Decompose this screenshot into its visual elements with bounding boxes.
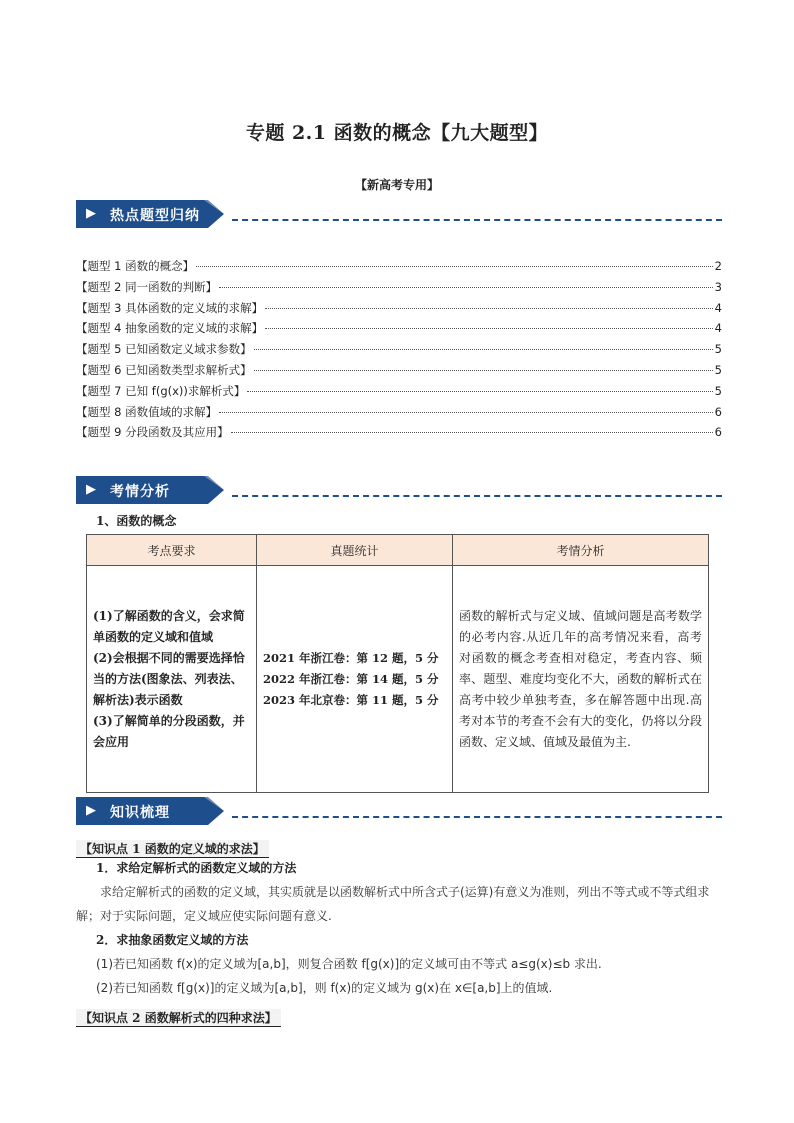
- dashed-divider: [232, 495, 722, 497]
- knowledge-point-label: 【知识点 1 函数的定义域的求法】: [76, 840, 269, 858]
- toc-item[interactable]: [76, 424, 722, 445]
- toc-item[interactable]: [76, 362, 722, 383]
- section-header-knowledge: [76, 797, 722, 825]
- toc-page: 6: [714, 425, 722, 440]
- toc-page: 4: [714, 300, 722, 315]
- table-header: 真题统计: [257, 535, 453, 566]
- toc-label: 【题型 3 具体函数的定义域的求解】: [76, 300, 264, 315]
- toc-label: 【题型 2 同一函数的判断】: [76, 279, 218, 294]
- toc-page: 4: [714, 321, 722, 336]
- play-icon: ▶: [86, 803, 96, 818]
- toc-item[interactable]: [76, 300, 722, 321]
- knowledge-point-2: [76, 1009, 281, 1027]
- toc-page: 5: [714, 383, 722, 398]
- toc-page: 2: [714, 259, 722, 273]
- section-header-hot: [76, 200, 722, 228]
- table-cell-analysis: 函数的解析式与定义域、值域问题是高考数学的必考内容.从近几年的高考情况来看，高考对函数的概念考查相对稳定，考查内容、频率、题型、难度均变化不大，函数的解析式在高考中较少单独考查，多在解答题中出现.高考对本节的考查不会有大的变化，仍将以分段函数、定义域、值域及最值为主.: [453, 566, 709, 793]
- toc-label: 【题型 1 函数的概念】: [76, 259, 195, 273]
- toc-page: 6: [714, 404, 722, 419]
- toc-leader: [265, 308, 713, 309]
- table-cell-statistics: 2021 年浙江卷：第 12 题，5 分 2022 年浙江卷：第 14 题，5 分 2023 年北京卷：第 11 题，5 分: [257, 566, 453, 793]
- section-title: 知识梳理: [110, 805, 170, 821]
- page-title: 专题 2.1 函数的概念【九大题型】: [245, 122, 549, 144]
- toc-item[interactable]: [76, 258, 722, 279]
- analysis-heading: 1、函数的概念: [96, 514, 177, 528]
- toc-page: 5: [714, 362, 722, 377]
- toc-leader: [254, 370, 713, 371]
- toc-page: 3: [714, 279, 722, 294]
- toc-label: 【题型 8 函数值域的求解】: [76, 404, 218, 419]
- section-header-analysis: [76, 476, 722, 504]
- play-icon: ▶: [86, 482, 96, 497]
- toc-leader: [254, 349, 713, 350]
- heading-text: 1．求给定解析式的函数定义域的方法: [96, 861, 297, 875]
- section-title: 考情分析: [110, 484, 170, 500]
- toc-label: 【题型 4 抽象函数的定义域的求解】: [76, 321, 264, 336]
- section-title: 热点题型归纳: [110, 208, 200, 224]
- toc-leader: [219, 287, 713, 288]
- table-of-contents: [76, 258, 722, 445]
- table-cell-requirements: (1)了解函数的含义，会求简单函数的定义域和值域 (2)会根据不同的需要选择恰当的方法(图象法、列表法、解析法)表示函数 (3)了解简单的分段函数，并会应用: [87, 566, 257, 793]
- toc-item[interactable]: [76, 320, 722, 341]
- knowledge-paragraph: (2)若已知函数 f[g(x)]的定义域为[a,b]，则 f(x)的定义域为 g(x)在 x∈[a,b]上的值域.: [96, 981, 553, 995]
- toc-label: 【题型 7 已知 f(g(x))求解析式】: [76, 383, 246, 398]
- knowledge-paragraph: 求给定解析式的函数的定义域，其实质就是以函数解析式中所含式子(运算)有意义为准则，列出不等式或不等式组求解；对于实际问题，定义域应使实际问题有意义.: [76, 885, 710, 923]
- table-header: 考情分析: [453, 535, 709, 566]
- toc-label: 【题型 9 分段函数及其应用】: [76, 425, 229, 440]
- toc-leader: [247, 391, 712, 392]
- knowledge-heading-2: [96, 928, 722, 952]
- toc-leader: [265, 328, 713, 329]
- page-subtitle: 【新高考专用】: [354, 178, 439, 192]
- toc-label: 【题型 5 已知函数定义域求参数】: [76, 342, 252, 357]
- toc-leader: [231, 432, 713, 433]
- toc-item[interactable]: [76, 341, 722, 362]
- toc-leader: [219, 412, 713, 413]
- heading-text: 2．求抽象函数定义域的方法: [96, 933, 249, 947]
- knowledge-heading-1: [96, 856, 722, 880]
- table-header: 考点要求: [87, 535, 257, 566]
- toc-item[interactable]: [76, 279, 722, 300]
- dashed-divider: [232, 219, 722, 221]
- toc-page: 5: [714, 342, 722, 357]
- analysis-table: [86, 534, 709, 793]
- toc-item[interactable]: [76, 383, 722, 404]
- toc-label: 【题型 6 已知函数类型求解析式】: [76, 362, 252, 377]
- toc-item[interactable]: [76, 404, 722, 425]
- play-icon: ▶: [86, 206, 96, 221]
- dashed-divider: [232, 816, 722, 818]
- toc-leader: [196, 266, 713, 267]
- knowledge-point-label: 【知识点 2 函数解析式的四种求法】: [76, 1009, 281, 1027]
- knowledge-paragraph: (1)若已知函数 f(x)的定义域为[a,b]，则复合函数 f[g(x)]的定义域可由不等式 a≤g(x)≤b 求出.: [96, 957, 602, 971]
